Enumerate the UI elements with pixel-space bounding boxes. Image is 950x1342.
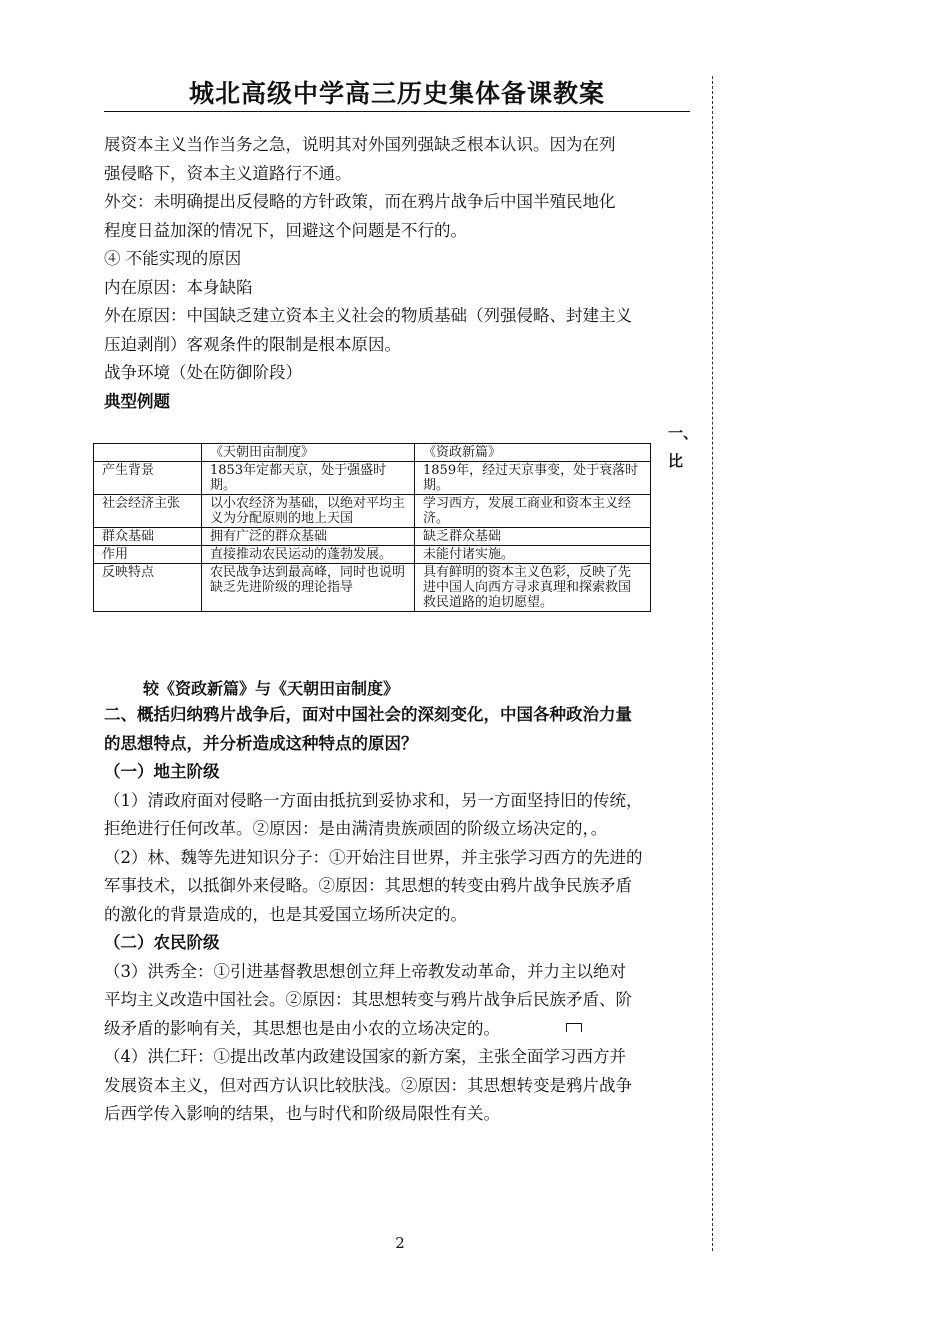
text-line: 平均主义改造中国社会。②原因：其思想转变与鸦片战争后民族矛盾、阶 xyxy=(104,990,632,1009)
text-line: （2）林、魏等先进知识分子：①开始注目世界，并主张学习西方的先进的 xyxy=(104,847,643,867)
table-row xyxy=(94,564,651,612)
text-line: 发展资本主义，但对西方认识比较肤浅。②原因：其思想转变是鸦片战争 xyxy=(104,1075,632,1095)
table-cell: 未能付诸实施。 xyxy=(415,546,651,564)
text-line: 压迫剥削）客观条件的限制是根本原因。 xyxy=(104,334,401,354)
subheading-peasant: （二）农民阶级 xyxy=(104,933,220,952)
text-line: （3）洪秀全：①引进基督教思想创立拜上帝教发动革命，并力主以绝对 xyxy=(104,961,626,981)
question-line: 二、概括归纳鸦片战争后，面对中国社会的深刻变化，中国各种政治力量 xyxy=(104,705,632,724)
page-number: 2 xyxy=(395,1234,405,1252)
table-cell: 拥有广泛的群众基础 xyxy=(202,528,415,546)
question-line: 的思想特点，并分析造成这种特点的原因？ xyxy=(104,733,418,753)
table-cell: 以小农经济为基础，以绝对平均主义为分配原则的地上天国 xyxy=(202,495,415,528)
text-line: 战争环境（处在防御阶段） xyxy=(104,363,302,382)
table-cell: 群众基础 xyxy=(94,528,202,546)
text-line: 军事技术，以抵御外来侵略。②原因：其思想的转变由鸦片战争民族矛盾 xyxy=(104,876,632,895)
section-two xyxy=(104,701,704,1129)
text-line: （4）洪仁玕：①提出改革内政建设国家的新方案，主张全面学习西方并 xyxy=(104,1047,626,1066)
page-title: 城北高级中学高三历史集体备课教案 xyxy=(188,79,605,108)
table-caption: 较《资政新篇》与《天朝田亩制度》 xyxy=(143,679,400,698)
table-cell: 社会经济主张 xyxy=(94,495,202,528)
table-cell: 1859年，经过天京事变，处于衰落时期。 xyxy=(415,462,651,495)
table-cell: 学习西方，发展工商业和资本主义经济。 xyxy=(415,495,651,528)
text-line: 程度日益加深的情况下，回避这个问题是不行的。 xyxy=(104,220,467,240)
table-header-cell xyxy=(94,444,202,462)
text-line: 拒绝进行任何改革。②原因：是由满清贵族顽固的阶级立场决定的，。 xyxy=(104,819,608,838)
text-line: 级矛盾的影响有关，其思想也是由小农的立场决定的。 xyxy=(104,1018,500,1038)
table-cell: 直接推动农民运动的蓬勃发展。 xyxy=(202,546,415,564)
title-underline xyxy=(104,111,690,112)
table-cell: 农民战争达到最高峰，同时也说明缺乏先进阶级的理论指导 xyxy=(202,564,415,612)
table-row xyxy=(94,462,651,495)
table-header-cell: 《天朝田亩制度》 xyxy=(202,444,415,462)
side-label-1: 一、 xyxy=(668,424,699,442)
section-heading: 典型例题 xyxy=(104,391,170,411)
text-line: 外交：未明确提出反侵略的方针政策，而在鸦片战争后中国半殖民地化 xyxy=(104,192,616,211)
text-line: 展资本主义当作当务之急，说明其对外国列强缺乏根本认识。因为在列 xyxy=(104,135,616,154)
table-cell: 反映特点 xyxy=(94,564,202,612)
comparison-table xyxy=(93,443,651,612)
table-cell: 产生背景 xyxy=(94,462,202,495)
table-header-cell: 《资政新篇》 xyxy=(415,444,651,462)
text-line: 强侵略下，资本主义道路行不通。 xyxy=(104,163,352,183)
insertion-mark xyxy=(566,1023,582,1032)
table-cell: 缺乏群众基础 xyxy=(415,528,651,546)
binding-margin-line xyxy=(712,76,713,1251)
text-line: 内在原因：本身缺陷 xyxy=(104,277,253,297)
text-line: 外在原因：中国缺乏建立资本主义社会的物质基础（列强侵略、封建主义 xyxy=(104,306,632,325)
table-header-row xyxy=(94,444,651,462)
table-row xyxy=(94,495,651,528)
side-label-2: 比 xyxy=(668,452,684,470)
table-cell: 1853年定都天京，处于强盛时期。 xyxy=(202,462,415,495)
table-cell: 具有鲜明的资本主义色彩，反映了先进中国人向西方寻求真理和探索救国救民道路的迫切愿望。 xyxy=(415,564,651,612)
intro-paragraphs xyxy=(104,131,704,416)
text-line: 后西学传入影响的结果，也与时代和阶级局限性有关。 xyxy=(104,1104,500,1123)
text-line: ④ 不能实现的原因 xyxy=(104,249,242,268)
table-row xyxy=(94,546,651,564)
text-line: 的激化的背景造成的，也是其爱国立场所决定的。 xyxy=(104,904,467,924)
subheading-landlord: （一）地主阶级 xyxy=(104,762,220,781)
text-line: （1）清政府面对侵略一方面由抵抗到妥协求和，另一方面坚持旧的传统， xyxy=(104,790,643,810)
table-row xyxy=(94,528,651,546)
table-cell: 作用 xyxy=(94,546,202,564)
